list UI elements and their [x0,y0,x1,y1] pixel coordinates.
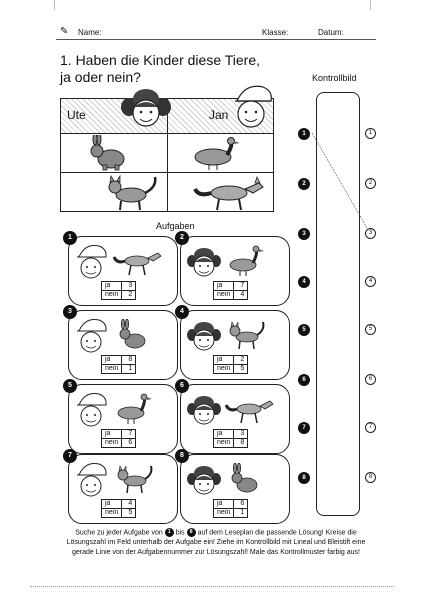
kontrollbild-lines [300,90,390,520]
goose-icon [225,245,275,277]
ja-count[interactable]: 2 [234,356,248,365]
ja-count[interactable]: 7 [122,430,136,439]
ja-label: ja [102,500,122,509]
kontroll-task-point[interactable]: 8 [298,472,310,484]
task-card [68,236,178,306]
ja-label: ja [102,356,122,365]
table-divider [61,172,273,173]
task-number-badge: 8 [187,528,196,537]
boy-face-icon [75,243,109,279]
answer-table [101,499,136,518]
nein-count[interactable]: 5 [122,509,136,518]
kontroll-answer-point[interactable]: 1 [365,128,376,139]
corner-mark [370,0,371,10]
nein-count[interactable]: 1 [122,365,136,374]
name-label: Name: [78,28,102,37]
ja-label: ja [214,356,234,365]
nein-count[interactable]: 4 [234,291,248,300]
aufgaben-heading: Aufgaben [156,221,195,231]
nein-count[interactable]: 5 [234,365,248,374]
ja-count[interactable]: 4 [122,500,136,509]
task-card [68,310,178,380]
datum-label: Datum: [318,28,344,37]
kontroll-answer-point[interactable]: 5 [365,324,376,335]
nein-label: nein [214,291,234,300]
goose-icon [113,393,163,425]
ja-label: ja [214,500,234,509]
nein-count[interactable]: 8 [234,439,248,448]
boy-face-icon [231,81,275,133]
answer-table [101,429,136,448]
girl-face-icon [187,391,221,427]
nein-label: nein [102,509,122,518]
nein-count[interactable]: 1 [234,509,248,518]
task-number-badge: 1 [63,231,77,245]
answer-table [213,281,248,300]
answer-table [101,355,136,374]
kontroll-task-point[interactable]: 5 [298,324,310,336]
kontroll-answer-point[interactable]: 7 [365,422,376,433]
nein-label: nein [102,439,122,448]
task-number-badge: 7 [63,449,77,463]
kontroll-task-point[interactable]: 4 [298,276,310,288]
cat-icon [105,175,161,211]
ja-label: ja [214,282,234,291]
fox-icon [193,175,269,211]
instructions-part-1: Suche zu jeder Aufgabe von [75,529,163,537]
ja-count[interactable]: 8 [122,356,136,365]
boy-face-icon [75,317,109,353]
pencil-icon: ✎ [60,26,69,37]
task-number-badge: 6 [175,379,189,393]
task-card [180,236,290,306]
instructions-part-3: auf dem Leseplan die passende Lösung! Kreise die Lösungszahl im Feld unterhalb der Aufgabe ein! Ziehe im Kontrollbild mit Lineal und Bleistift eine gerade Linie von der Aufgabennummer zur Lösungszahl! Male das Kontrollmuster farbig aus! [66,529,366,557]
kontroll-task-point[interactable]: 7 [298,422,310,434]
answer-table [213,429,248,448]
rabbit-icon [113,319,163,351]
title-line-1: 1. Haben die Kinder diese Tiere, [60,52,261,68]
task-card [68,384,178,454]
answer-table [213,499,248,518]
kontroll-task-point[interactable]: 1 [298,128,310,140]
rabbit-icon [225,463,275,495]
task-number-badge: 1 [165,528,174,537]
girl-face-icon [187,461,221,497]
task-card [180,454,290,524]
task-number-badge: 5 [63,379,77,393]
answer-table [213,355,248,374]
kontroll-answer-point[interactable]: 6 [365,374,376,385]
page-bottom-rule [30,586,394,587]
table-divider [61,133,273,134]
instructions-text [60,528,372,558]
task-card [180,384,290,454]
nein-label: nein [214,365,234,374]
fox-icon [113,245,163,277]
nein-count[interactable]: 2 [122,291,136,300]
ja-label: ja [102,430,122,439]
cat-icon [113,463,163,495]
task-card [180,310,290,380]
rabbit-icon [87,135,131,171]
nein-label: nein [102,291,122,300]
girl-face-icon [121,85,171,133]
reference-table [60,98,274,212]
girl-face-icon [187,317,221,353]
boy-face-icon [75,391,109,427]
klasse-label: Klasse: [262,28,289,37]
boy-face-icon [75,461,109,497]
ja-count[interactable]: 6 [234,500,248,509]
kontroll-answer-point[interactable]: 2 [365,178,376,189]
nein-label: nein [102,365,122,374]
kontroll-task-point[interactable]: 3 [298,228,310,240]
fox-icon [225,393,275,425]
instructions-part-2: bis [175,529,185,537]
task-number-badge: 2 [175,231,189,245]
nein-label: nein [214,509,234,518]
kontroll-answer-point[interactable]: 4 [365,276,376,287]
title-line-2: ja oder nein? [60,69,141,85]
worksheet-header [56,26,376,40]
task-card [68,454,178,524]
kontroll-answer-point[interactable]: 3 [365,228,376,239]
kontroll-task-point[interactable]: 6 [298,374,310,386]
task-number-badge: 3 [63,305,77,319]
child-name-jan: Jan [209,108,229,122]
ja-count[interactable]: 3 [234,430,248,439]
ja-label: ja [214,430,234,439]
ja-count[interactable]: 7 [234,282,248,291]
nein-label: nein [214,439,234,448]
ja-label: ja [102,282,122,291]
task-number-badge: 8 [175,449,189,463]
kontrollbild-heading: Kontrollbild [312,73,357,83]
cat-icon [225,319,275,351]
ja-count[interactable]: 3 [122,282,136,291]
goose-icon [191,137,243,171]
nein-count[interactable]: 6 [122,439,136,448]
task-number-badge: 4 [175,305,189,319]
child-name-ute: Ute [67,108,86,122]
kontroll-answer-point[interactable]: 8 [365,472,376,483]
kontroll-task-point[interactable]: 2 [298,178,310,190]
girl-face-icon [187,243,221,279]
corner-mark [54,0,55,10]
answer-table [101,281,136,300]
